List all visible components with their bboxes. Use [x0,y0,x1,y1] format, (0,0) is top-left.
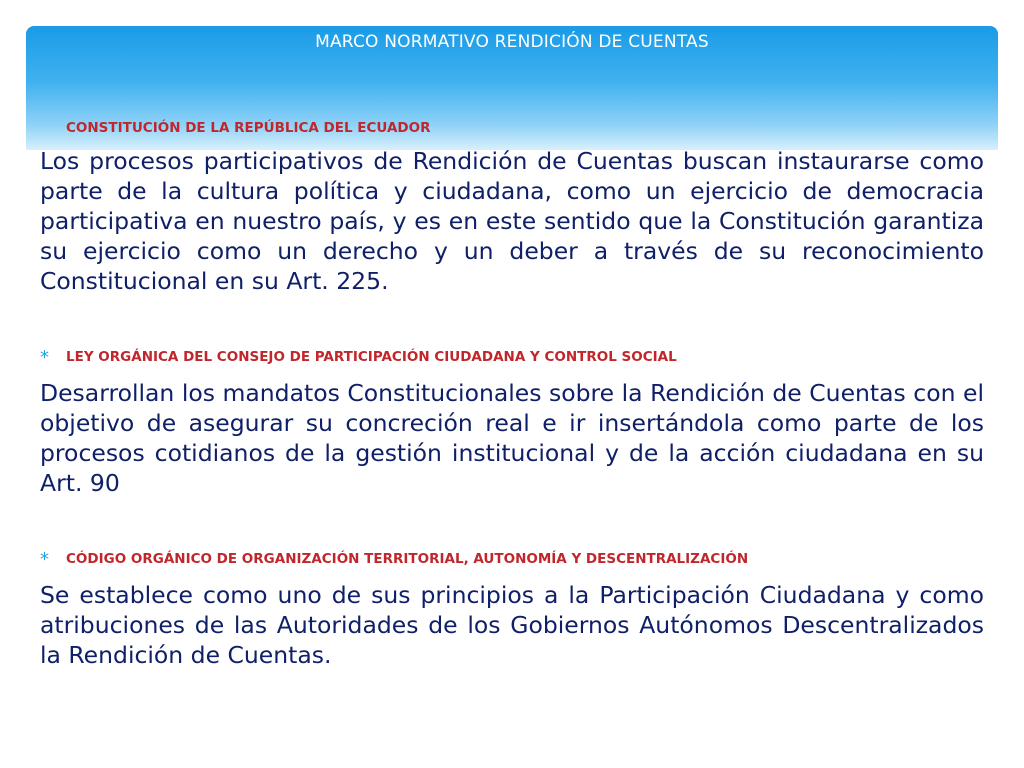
heading-text: CONSTITUCIÓN DE LA REPÚBLICA DEL ECUADOR [66,120,431,136]
section-body-ley-organica: Desarrollan los mandatos Constitucionales sobre la Rendición de Cuentas con el objetivo de asegurar su concreción real e ir insertándola como parte de los procesos cotidianos de la gestión institucional y de la acción ciudadana en su Art. 90 [40,379,984,497]
slide-title: MARCO NORMATIVO RENDICIÓN DE CUENTAS [315,32,709,52]
heading-text: LEY ORGÁNICA DEL CONSEJO DE PARTICIPACIÓN CIUDADANA Y CONTROL SOCIAL [66,349,677,365]
bullet-star-icon [40,118,66,139]
section-heading-constitucion [40,118,984,139]
bullet-star-icon: * [40,347,49,368]
bullet-star-icon: * [40,549,49,570]
section-body-codigo-organico: Se establece como uno de sus principios a la Participación Ciudadana y como atribuciones de las Autoridades de los Gobiernos Autónomos Descentralizados la Rendición de Cuentas. [40,581,984,669]
section-heading-ley-organica [40,347,984,368]
section-heading-codigo-organico [40,549,984,570]
section-body-constitucion: Los procesos participativos de Rendición de Cuentas buscan instaurarse como parte de la cultura política y ciudadana, como un ejercicio de democracia participativa en nuestro país, y es en este sentido que la Constitución garantiza su ejercicio como un derecho y un deber a través de su reconocimiento Constitucional en su Art. 225. [40,147,984,295]
heading-text: CÓDIGO ORGÁNICO DE ORGANIZACIÓN TERRITORIAL, AUTONOMÍA Y DESCENTRALIZACIÓN [66,551,749,567]
